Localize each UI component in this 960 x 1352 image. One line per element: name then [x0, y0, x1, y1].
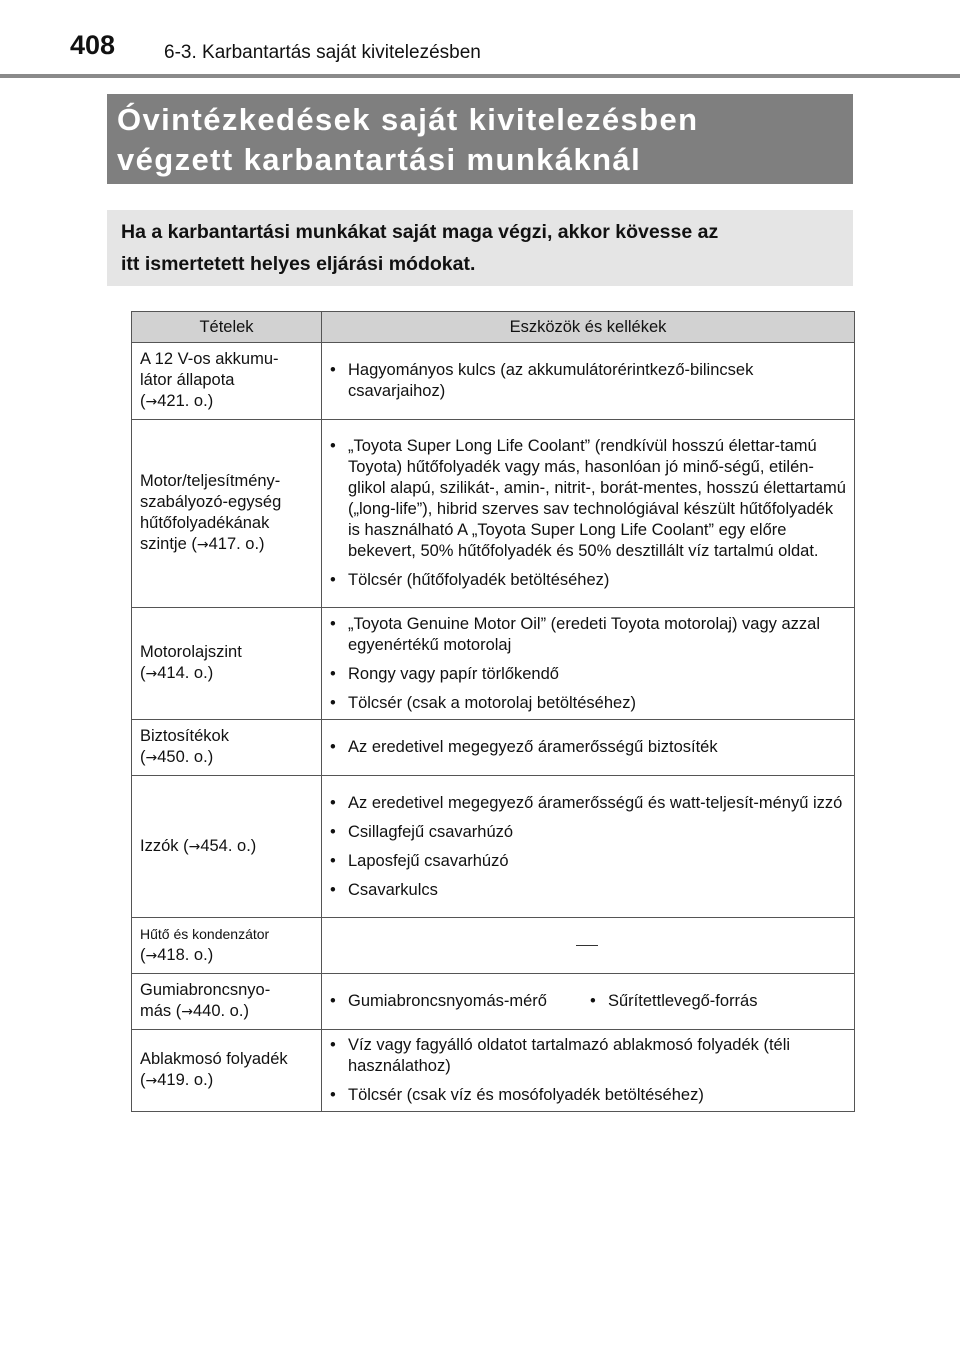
tools-cell [322, 720, 855, 776]
item-text: Motorolajszint [140, 643, 242, 661]
table-row [132, 776, 855, 918]
column-header-tools: Eszközök és kellékek [322, 312, 855, 343]
page-header [0, 0, 960, 78]
tool-item: • Tölcsér (hűtőfolyadék betöltéséhez) [328, 570, 846, 591]
chapter-title: 6-3. Karbantartás saját kivitelezésben [164, 42, 481, 63]
tools-cell [322, 608, 855, 720]
arrow-icon: → [145, 750, 158, 766]
page-reference: Izzók (→454. o.) [140, 836, 257, 855]
arrow-icon: → [181, 1004, 193, 1020]
tool-item: • Víz vagy fagyálló oldatot tartalmazó ablakmosó folyadék (téli használathoz) [328, 1035, 846, 1077]
item-cell [132, 420, 322, 608]
header-divider [0, 74, 960, 78]
tool-item: • „Toyota Super Long Life Coolant” (rendkívül hosszú élettar-tamú Toyota) hűtőfolyadék vagy más, hasonlóan jó minő-ségű, etilén-glikol alapú, szilikát-, amin-, nitrit-, borát-mentes, hosszú élettartamú („long-life”), hibrid szerves sav technológiával készült hűtőfolyadék is használható A „Toyota Super Long Life Coolant” egy előre bekevert, 50% hűtőfolyadék és 50% desztillált víz tartalmú oldat. [328, 436, 846, 562]
item-cell [132, 918, 322, 974]
tool-item: • Tölcsér (csak a motorolaj betöltéséhez) [328, 693, 846, 714]
item-cell [132, 776, 322, 918]
tool-item: • Gumiabroncsnyomás-mérő [328, 991, 558, 1012]
item-text: Ablakmosó folyadék [140, 1050, 288, 1068]
item-text: Biztosítékok [140, 727, 229, 745]
tools-cell [322, 420, 855, 608]
item-text: Motor/teljesítmény- [140, 472, 281, 490]
arrow-icon: → [145, 1073, 158, 1089]
tool-item: • „Toyota Genuine Motor Oil” (eredeti Toyota motorolaj) vagy azzal egyenértékű motorolaj [328, 614, 846, 656]
item-cell [132, 720, 322, 776]
item-cell [132, 1030, 322, 1112]
item-text: látor állapota [140, 371, 235, 389]
tool-item: • Csillagfejű csavarhúzó [328, 822, 846, 843]
item-cell [132, 608, 322, 720]
table-row [132, 343, 855, 420]
item-text: A 12 V-os akkumu- [140, 350, 279, 368]
item-cell [132, 974, 322, 1030]
table-row [132, 420, 855, 608]
page-reference: más (→440. o.) [140, 1002, 249, 1020]
intro-box [107, 210, 853, 286]
intro-line-2: itt ismertetett helyes eljárási módokat. [121, 253, 476, 275]
table-row [132, 918, 855, 974]
tools-cell [322, 1030, 855, 1112]
tool-item: • Rongy vagy papír törlőkendő [328, 664, 846, 685]
page-reference: (→414. o.) [140, 664, 214, 682]
column-header-items: Tételek [132, 312, 322, 343]
table-header-row [132, 312, 855, 343]
page-reference: (→421. o.) [140, 392, 214, 410]
item-cell [132, 343, 322, 420]
tool-item: • Laposfejű csavarhúzó [328, 851, 846, 872]
page-number: 408 [70, 30, 116, 60]
section-title-line-2: végzett karbantartási munkáknál [117, 142, 642, 177]
table-row [132, 974, 855, 1030]
item-text: szabályozó-egység [140, 493, 282, 511]
page-reference: (→419. o.) [140, 1071, 214, 1089]
tools-cell [322, 343, 855, 420]
item-text: Hűtő és kondenzátor [140, 926, 270, 942]
arrow-icon: → [145, 948, 158, 964]
page-reference: szintje (→417. o.) [140, 535, 265, 553]
arrow-icon: → [145, 394, 158, 410]
tools-cell [322, 974, 855, 1030]
tool-item: • Tölcsér (csak víz és mosófolyadék betöltéséhez) [328, 1085, 846, 1106]
page-reference: (→450. o.) [140, 748, 214, 766]
tools-cell-empty [322, 918, 855, 974]
item-text: Gumiabroncsnyo- [140, 981, 271, 999]
tool-item: • Az eredetivel megegyező áramerősségű és watt-teljesít-ményű izzó [328, 793, 846, 814]
section-title-box [107, 94, 853, 184]
item-text: hűtőfolyadékának [140, 514, 270, 532]
table-row [132, 720, 855, 776]
page-reference: (→418. o.) [140, 946, 214, 964]
tool-item: • Az eredetivel megegyező áramerősségű biztosíték [328, 737, 846, 758]
arrow-icon: → [188, 838, 201, 855]
dash-mark [576, 945, 598, 946]
intro-line-1: Ha a karbantartási munkákat saját maga végzi, akkor kövesse az [121, 221, 719, 243]
tool-item: • Hagyományos kulcs (az akkumulátorérintkező-bilincsek csavarjaihoz) [328, 360, 846, 402]
section-title-line-1: Óvintézkedések saját kivitelezésben [117, 102, 699, 137]
arrow-icon: → [145, 666, 158, 682]
table-row [132, 1030, 855, 1112]
arrow-icon: → [196, 537, 209, 553]
tools-cell [322, 776, 855, 918]
table-row [132, 608, 855, 720]
tool-item: • Sűrítettlevegő-forrás [588, 991, 846, 1012]
tools-table [131, 311, 855, 1112]
tool-item: • Csavarkulcs [328, 880, 846, 901]
